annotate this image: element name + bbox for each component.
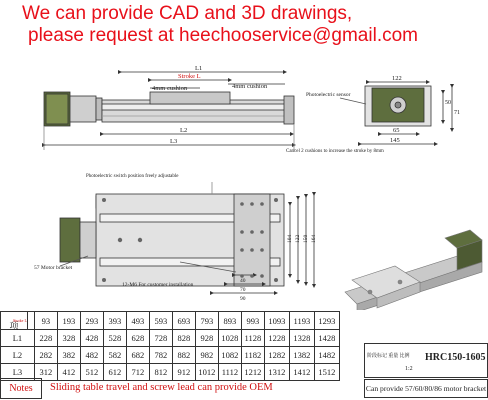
stroke-cell: 293 bbox=[80, 312, 103, 330]
table-cell: 482 bbox=[80, 347, 103, 364]
table-cell: 1412 bbox=[289, 364, 314, 381]
table-cell: 1512 bbox=[314, 364, 339, 381]
stroke-cell: 1293 bbox=[314, 312, 339, 330]
table-cell: 412 bbox=[57, 364, 80, 381]
dim-cushion-2: 4mm cushion bbox=[232, 83, 268, 90]
table-cell: 628 bbox=[126, 330, 149, 347]
end-view bbox=[340, 82, 452, 144]
bracket-label: 57 Motor bracket bbox=[34, 265, 73, 271]
row-label: L1 bbox=[1, 330, 35, 347]
stroke-cell: 893 bbox=[218, 312, 241, 330]
table-cell: 682 bbox=[126, 347, 149, 364]
dim-stroke: Stroke L bbox=[178, 73, 201, 80]
table-cell: 312 bbox=[34, 364, 57, 381]
table-cell: 512 bbox=[80, 364, 103, 381]
table-cell: 428 bbox=[80, 330, 103, 347]
dim-50: 50 bbox=[445, 100, 451, 106]
motor-bracket-side bbox=[70, 96, 96, 122]
title-block bbox=[364, 343, 488, 378]
stroke-cell: 993 bbox=[241, 312, 264, 330]
table-cell: 1312 bbox=[264, 364, 289, 381]
stroke-cell: 693 bbox=[172, 312, 195, 330]
table-cell: 1082 bbox=[218, 347, 241, 364]
stroke-label-cell bbox=[27, 312, 34, 330]
stroke-cell: 193 bbox=[57, 312, 80, 330]
table-cell: 1212 bbox=[241, 364, 264, 381]
model-number: HRC150-1605 bbox=[425, 352, 486, 363]
stroke-cell: 493 bbox=[126, 312, 149, 330]
title-block-header: 阶段标记 重量 比例 bbox=[367, 354, 410, 359]
table-cell: 1128 bbox=[241, 330, 264, 347]
table-cell: 1382 bbox=[289, 347, 314, 364]
dim-122-top: 122 bbox=[392, 75, 402, 82]
stroke-cell: 593 bbox=[149, 312, 172, 330]
dim-150: 150 bbox=[303, 234, 309, 243]
dim-71: 71 bbox=[454, 110, 460, 116]
scale-value: 1:2 bbox=[405, 366, 413, 372]
table-cell: 382 bbox=[57, 347, 80, 364]
table-cell: 528 bbox=[103, 330, 126, 347]
table-cell: 782 bbox=[149, 347, 172, 364]
dim-145: 145 bbox=[390, 137, 400, 144]
stroke-cell: 793 bbox=[195, 312, 218, 330]
table-cell: 1328 bbox=[289, 330, 314, 347]
table-cell: 828 bbox=[172, 330, 195, 347]
table-cell: 1012 bbox=[195, 364, 218, 381]
dim-l2: L2 bbox=[180, 127, 188, 134]
dim-90: 90 bbox=[240, 296, 246, 302]
dim-l1: L1 bbox=[195, 65, 203, 72]
cancel-note: Cancel 2 cushions to increase the stroke by 8mm bbox=[286, 149, 384, 154]
row-label: L3 bbox=[1, 364, 35, 381]
table-cell: 1028 bbox=[218, 330, 241, 347]
table-row bbox=[1, 312, 340, 330]
table-cell: 982 bbox=[195, 347, 218, 364]
dim-65: 65 bbox=[393, 127, 400, 134]
stroke-cell: 1193 bbox=[289, 312, 314, 330]
carriage-plate bbox=[234, 194, 270, 286]
table-cell: 712 bbox=[126, 364, 149, 381]
notes-label: Notes bbox=[0, 378, 42, 399]
stroke-cell: 1093 bbox=[264, 312, 289, 330]
dim-122-side: 122 bbox=[295, 234, 301, 243]
notes-text: Sliding table travel and screw lead can provide OEM bbox=[50, 382, 273, 393]
stroke-table bbox=[0, 311, 340, 381]
table-cell: 812 bbox=[149, 364, 172, 381]
table-cell: 1428 bbox=[314, 330, 339, 347]
plan-motor bbox=[60, 218, 80, 262]
render-3d bbox=[345, 230, 482, 310]
table-cell: 912 bbox=[172, 364, 195, 381]
stroke-cell: 393 bbox=[103, 312, 126, 330]
table-cell: 612 bbox=[103, 364, 126, 381]
table-cell: 728 bbox=[149, 330, 172, 347]
switch-label: Photoelectric switch position freely adjustable bbox=[86, 174, 179, 179]
table-cell: 1112 bbox=[218, 364, 241, 381]
table-row bbox=[1, 347, 340, 364]
table-cell: 328 bbox=[57, 330, 80, 347]
table-cell: 282 bbox=[34, 347, 57, 364]
table-row bbox=[1, 330, 340, 347]
carriage-side bbox=[150, 92, 230, 104]
m6-label: 12-M6 For customer installation bbox=[122, 282, 194, 288]
dim-70: 70 bbox=[240, 287, 246, 293]
motor-bracket-caption: Can provide 57/60/80/86 motor bracket bbox=[364, 379, 488, 398]
table-cell: 882 bbox=[172, 347, 195, 364]
dim-cushion-1: 4mm cushion bbox=[152, 85, 188, 92]
dim-164: 164 bbox=[311, 234, 317, 243]
row-label: L2 bbox=[1, 347, 35, 364]
table-cell: 1182 bbox=[241, 347, 264, 364]
dim-104: 104 bbox=[287, 234, 293, 243]
stroke-cell: 93 bbox=[34, 312, 57, 330]
table-cell: 1282 bbox=[264, 347, 289, 364]
table-cell: 1482 bbox=[314, 347, 339, 364]
banner-line-1: We can provide CAD and 3D drawings, bbox=[22, 3, 353, 24]
dim-40: 40 bbox=[240, 278, 246, 284]
plan-bracket bbox=[80, 222, 96, 258]
table-cell: 928 bbox=[195, 330, 218, 347]
banner-line-2: please request at heechooservice@gmail.com bbox=[28, 25, 418, 46]
table-head: 项 Stroke L bbox=[1, 312, 28, 330]
table-cell: 228 bbox=[34, 330, 57, 347]
table-cell: 582 bbox=[103, 347, 126, 364]
table-cell: 1228 bbox=[264, 330, 289, 347]
sensor-label: Photoelectric sensor bbox=[306, 92, 351, 98]
dim-l3: L3 bbox=[170, 138, 178, 145]
